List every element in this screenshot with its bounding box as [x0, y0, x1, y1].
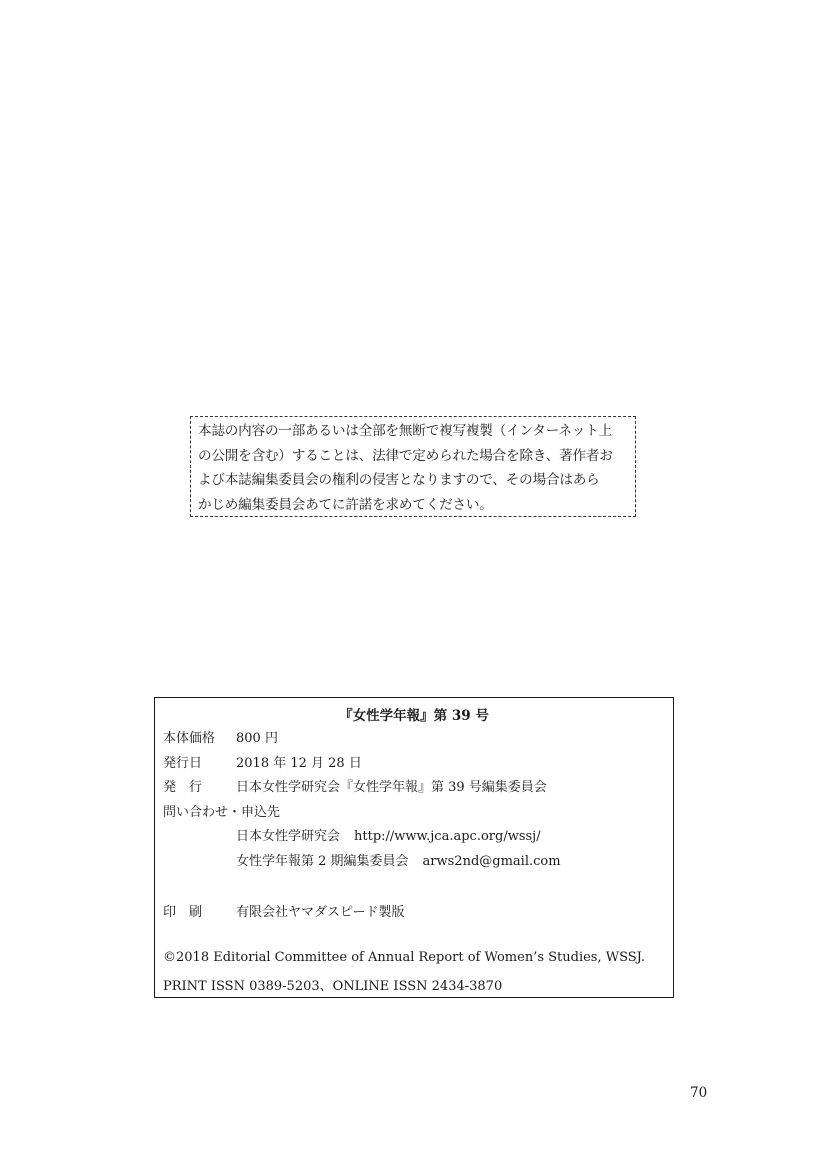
page-number: 70	[690, 1085, 708, 1101]
contact-email-link[interactable]: arws2nd@gmail.com	[422, 854, 561, 869]
colophon-box	[154, 697, 674, 998]
date-label: 発行日	[163, 756, 203, 771]
publisher-row	[163, 776, 547, 795]
contact-row-2	[236, 850, 561, 869]
publisher-label: 発 行	[163, 780, 203, 795]
notice-line-4: かじめ編集委員会あてに許諾を求めてください。	[198, 496, 493, 513]
copyright-line: ©2018 Editorial Committee of Annual Report of Women’s Studies, WSSJ.	[163, 950, 646, 965]
notice-line-1: 本誌の内容の一部あるいは全部を無断で複写複製（インターネット上	[198, 423, 612, 439]
contact-org-2: 女性学年報第 2 期編集委員会	[236, 854, 409, 869]
date-value: 2018 年 12 月 28 日	[236, 756, 362, 771]
printer-value: 有限会社ヤマダスピード製版	[236, 905, 405, 920]
notice-line-2: の公開を含む）することは、法律で定められた場合を除き、著作者お	[198, 447, 613, 464]
notice-line-3: よび本誌編集委員会の権利の侵害となりますので、その場合はあら	[198, 472, 600, 488]
publisher-value: 日本女性学研究会『女性学年報』第 39 号編集委員会	[236, 780, 547, 795]
date-row	[163, 752, 362, 771]
issn-line: PRINT ISSN 0389-5203、ONLINE ISSN 2434-3870	[163, 979, 503, 994]
price-row	[163, 727, 278, 746]
price-label: 本体価格	[163, 731, 216, 746]
printer-label: 印 刷	[163, 905, 203, 920]
contact-org-1: 日本女性学研究会	[236, 829, 341, 844]
contact-row-1	[236, 825, 541, 844]
contact-url-link[interactable]: http://www.jca.apc.org/wssj/	[354, 829, 541, 844]
colophon-title: 『女性学年報』第 39 号	[339, 708, 489, 724]
price-value: 800 円	[236, 731, 278, 746]
printer-row	[163, 901, 404, 920]
contact-label: 問い合わせ・申込先	[163, 805, 281, 820]
copyright-notice-box	[190, 416, 636, 517]
